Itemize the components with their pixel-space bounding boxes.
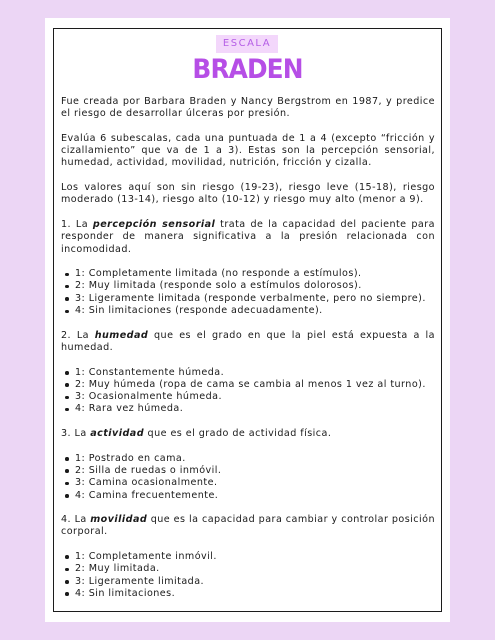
section-heading-percepcion: 1. La percepción sensorial trata de la capacidad del paciente para responder de manera significativa a la presión relacionada con incomodidad.: [61, 218, 435, 255]
list-item: 1: Completamente inmóvil.: [61, 551, 435, 563]
list-item: 2: Muy húmeda (ropa de cama se cambia al menos 1 vez al turno).: [61, 379, 435, 391]
list-item: 2: Muy limitada (responde solo a estímulos dolorosos).: [61, 280, 435, 292]
list-item: 3: Ligeramente limitada (responde verbalmente, pero no siempre).: [61, 293, 435, 305]
list-humedad: [61, 367, 435, 416]
document-page: [45, 18, 450, 622]
list-item: 1: Postrado en cama.: [61, 453, 435, 465]
intro-paragraph: Fue creada por Barbara Braden y Nancy Bergstrom en 1987, y predice el riesgo de desarrollar úlceras por presión.: [61, 96, 435, 120]
list-item: 2: Muy limitada.: [61, 563, 435, 575]
list-item: 4: Camina frecuentemente.: [61, 490, 435, 502]
section-heading-humedad: 2. La humedad que es el grado en que la piel está expuesta a la humedad.: [61, 329, 435, 353]
scale-badge: ESCALA: [216, 35, 278, 53]
list-item: 1: Constantemente húmeda.: [61, 367, 435, 379]
term-movilidad: movilidad: [90, 514, 148, 526]
intro-paragraph: Los valores aquí son sin riesgo (19-23), riesgo leve (15-18), riesgo moderado (13-14), riesgo alto (10-12) y riesgo muy alto (menor a 9).: [61, 182, 435, 206]
list-item: 4: Sin limitaciones.: [61, 588, 435, 600]
document-body: [61, 96, 435, 612]
list-item: 2: Silla de ruedas o inmóvil.: [61, 465, 435, 477]
page-title: BRADEN: [192, 54, 303, 85]
section-heading-actividad: 3. La actividad que es el grado de actividad física.: [61, 428, 332, 440]
list-actividad: [61, 453, 435, 502]
list-percepcion: [61, 268, 435, 317]
list-item: 4: Rara vez húmeda.: [61, 403, 435, 415]
list-item: 3: Ocasionalmente húmeda.: [61, 391, 435, 403]
term-percepcion: percepción sensorial: [92, 218, 216, 230]
list-item: 3: Ligeramente limitada.: [61, 576, 435, 588]
list-item: 4: Sin limitaciones (responde adecuadamente).: [61, 305, 435, 317]
term-humedad: humedad: [94, 329, 149, 341]
intro-paragraph: Evalúa 6 subescalas, cada una puntuada de 1 a 4 (excepto “fricción y cizallamiento” que va de 1 a 3). Estas son la percepción sensorial, humedad, actividad, movilidad, nutrición, fricción y cizalla.: [61, 132, 435, 169]
list-movilidad: [61, 551, 435, 600]
section-heading-movilidad: 4. La movilidad que es la capacidad para cambiar y controlar posición corporal.: [61, 514, 435, 538]
term-actividad: actividad: [90, 428, 145, 440]
list-item: 1: Completamente limitada (no responde a estímulos).: [61, 268, 435, 280]
list-item: 3: Camina ocasionalmente.: [61, 477, 435, 489]
